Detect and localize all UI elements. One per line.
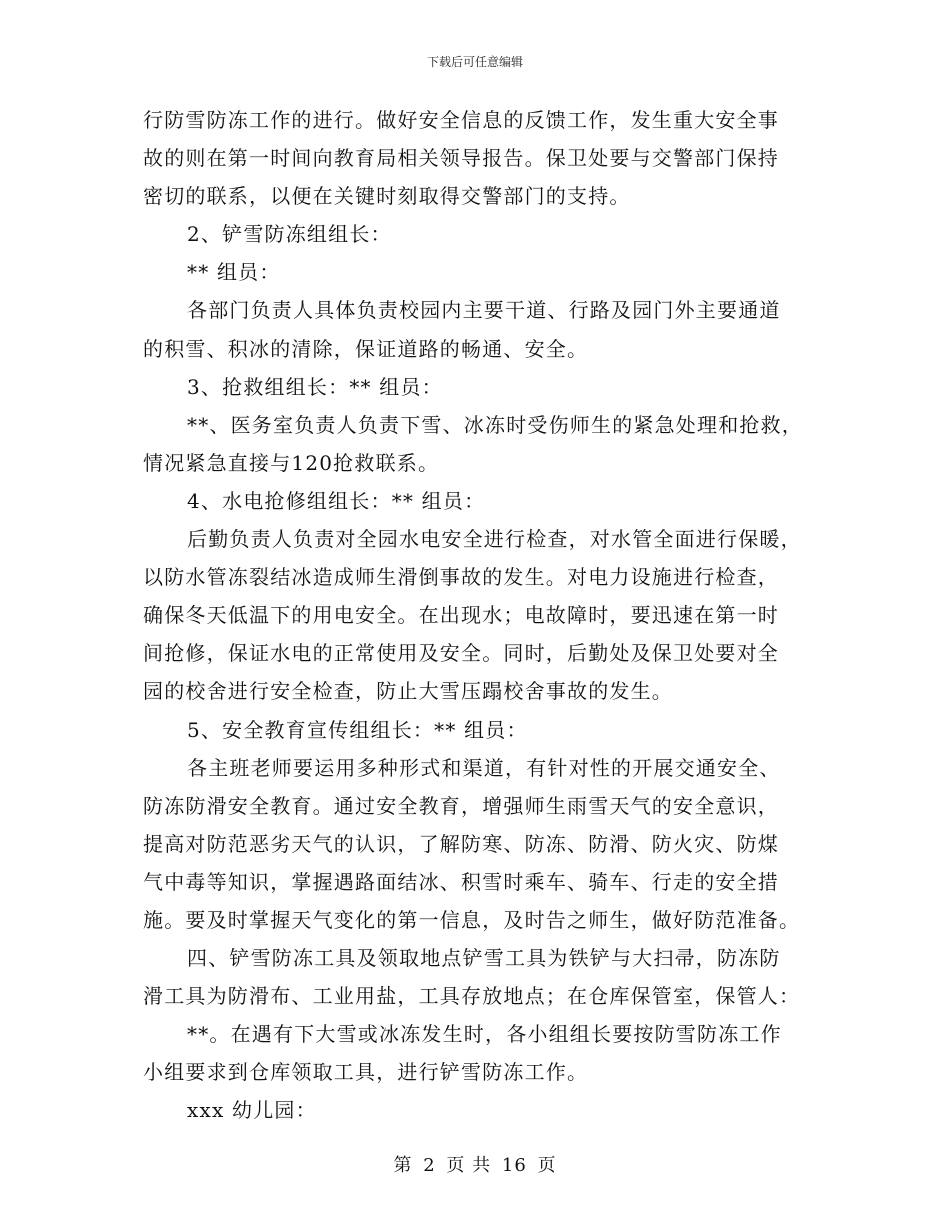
body-line: **。在遇有下大雪或冰冻发生时，各小组组长要按防雪防冻工作 [187,1022,782,1047]
body-line: 施。要及时掌握天气变化的第一信息，及时告之师生，做好防范准备。 [143,907,801,932]
body-line: 后勤负责人负责对全园水电安全进行检查，对水管全面进行保暖， [187,527,802,552]
document-body [143,101,813,1130]
body-line: 情况紧急直接与120抢救联系。 [143,450,440,475]
footer-suffix: 页 [537,1155,557,1176]
body-line: 防冻防滑安全教育。通过安全教育，增强师生雨雪天气的安全意识， [143,793,779,818]
body-line: 滑工具为防滑布、工业用盐，工具存放地点；在仓库保管室，保管人： [143,984,801,1009]
section-heading: 4、水电抢修组组长：** 组员： [187,488,486,513]
body-line: ** 组员： [187,260,281,285]
current-page-number: 2 [423,1155,436,1176]
section-heading: 四、铲雪防冻工具及领取地点铲雪工具为铁铲与大扫帚，防冻防 [187,946,781,971]
body-line: 园的校舍进行安全检查，防止大雪压蹋校舍事故的发生。 [143,679,673,704]
signature-line: xxx 幼儿园： [187,1098,317,1123]
total-page-count: 16 [501,1155,527,1176]
page-footer [0,1154,950,1178]
footer-prefix: 第 [393,1155,413,1176]
section-heading: 3、抢救组组长：** 组员： [187,374,443,399]
body-line: 故的则在第一时间向教育局相关领导报告。保卫处要与交警部门保持 [143,146,779,171]
page-header: 下载后可任意编辑 [426,55,523,69]
body-line: 提高对防范恶劣天气的认识，了解防寒、防冻、防滑、防火灾、防煤 [143,831,779,856]
body-line: **、医务室负责人负责下雪、冰冻时受伤师生的紧急处理和抢救， [187,412,803,437]
body-line: 间抢修，保证水电的正常使用及安全。同时，后勤处及保卫处要对全 [143,641,779,666]
body-line: 小组要求到仓库领取工具，进行铲雪防冻工作。 [143,1060,589,1085]
section-heading: 2、铲雪防冻组组长： [187,222,392,247]
footer-middle: 页 共 [446,1155,492,1176]
body-line: 以防水管冻裂结冰造成师生滑倒事故的发生。对电力设施进行检查， [143,565,779,590]
body-line: 行防雪防冻工作的进行。做好安全信息的反馈工作，发生重大安全事 [143,108,779,132]
body-line: 的积雪、积冰的清除，保证道路的畅通、安全。 [143,336,589,361]
body-line: 密切的联系，以便在关键时刻取得交警部门的支持。 [143,184,631,209]
body-line: 确保冬天低温下的用电安全。在出现水；电故障时，要迅速在第一时 [143,603,779,628]
body-line: 各部门负责人具体负责校园内主要干道、行路及园门外主要通道 [187,298,781,323]
section-heading: 5、安全教育宣传组组长：** 组员： [187,717,528,742]
body-line: 气中毒等知识，掌握遇路面结冰、积雪时乘车、骑车、行走的安全措 [143,869,779,894]
body-line: 各主班老师要运用多种形式和渠道，有针对性的开展交通安全、 [187,755,781,780]
